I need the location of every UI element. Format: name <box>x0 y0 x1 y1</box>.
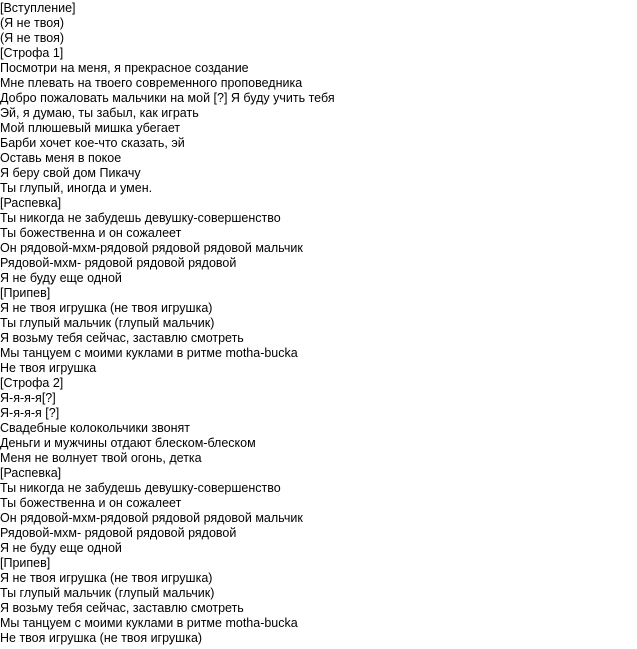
lyric-line: Он рядовой-мхм-рядовой рядовой рядовой мальчик <box>0 241 303 255</box>
lyric-line: Мне плевать на твоего современного проповедника <box>0 76 303 90</box>
section-label: [Вступление] <box>0 1 76 15</box>
lyric-line: Мы танцуем с моими куклами в ритме motha-bucka <box>0 616 298 630</box>
lyric-line: Ты никогда не забудешь девушку-совершенство <box>0 211 281 225</box>
section-label: [Строфа 2] <box>0 376 64 390</box>
lyric-line: (Я не твоя) <box>0 31 65 45</box>
lyric-line: Эй, я думаю, ты забыл, как играть <box>0 106 199 120</box>
lyric-line: Ты глупый мальчик (глупый мальчик) <box>0 316 215 330</box>
lyric-line: Я не буду еще одной <box>0 271 122 285</box>
lyric-line: Ты божественна и он сожалеет <box>0 496 182 510</box>
lyric-line: Ты никогда не забудешь девушку-совершенство <box>0 481 281 495</box>
lyric-line: Мой плюшевый мишка убегает <box>0 121 181 135</box>
lyric-line: Я не твоя игрушка (не твоя игрушка) <box>0 301 213 315</box>
lyrics-text <box>0 1 335 646</box>
section-label: [Распевка] <box>0 196 62 210</box>
section-label: [Припев] <box>0 556 51 570</box>
lyric-line: Я-я-я-я[?] <box>0 391 56 405</box>
lyric-line: Ты глупый, иногда и умен. <box>0 181 153 195</box>
lyric-line: Он рядовой-мхм-рядовой рядовой рядовой мальчик <box>0 511 303 525</box>
lyric-line: Не твоя игрушка <box>0 361 97 375</box>
lyric-line: Рядовой-мхм- рядовой рядовой рядовой <box>0 256 237 270</box>
lyric-line: Я возьму тебя сейчас, заставлю смотреть <box>0 331 244 345</box>
lyric-line: Меня не волнует твой огонь, детка <box>0 451 202 465</box>
section-label: [Распевка] <box>0 466 62 480</box>
section-label: [Припев] <box>0 286 51 300</box>
lyric-line: Деньги и мужчины отдают блеском-блеском <box>0 436 256 450</box>
lyric-line: Ты божественна и он сожалеет <box>0 226 182 240</box>
lyric-line: Ты глупый мальчик (глупый мальчик) <box>0 586 215 600</box>
lyric-line: Посмотри на меня, я прекрасное создание <box>0 61 249 75</box>
lyric-line: Барби хочет кое-что сказать, эй <box>0 136 185 150</box>
lyric-line: Рядовой-мхм- рядовой рядовой рядовой <box>0 526 237 540</box>
lyric-line: Я не твоя игрушка (не твоя игрушка) <box>0 571 213 585</box>
lyric-line: Я не буду еще одной <box>0 541 122 555</box>
lyric-line: Добро пожаловать мальчики на мой [?] Я буду учить тебя <box>0 91 335 105</box>
lyric-line: Я возьму тебя сейчас, заставлю смотреть <box>0 601 244 615</box>
section-label: [Строфа 1] <box>0 46 64 60</box>
lyric-line: Свадебные колокольчики звонят <box>0 421 190 435</box>
lyric-line: Я-я-я-я [?] <box>0 406 60 420</box>
lyric-line: (Я не твоя) <box>0 16 65 30</box>
lyric-line: Не твоя игрушка (не твоя игрушка) <box>0 631 203 645</box>
lyric-line: Я беру свой дом Пикачу <box>0 166 141 180</box>
lyric-line: Мы танцуем с моими куклами в ритме motha-bucka <box>0 346 298 360</box>
lyric-line: Оставь меня в покое <box>0 151 122 165</box>
